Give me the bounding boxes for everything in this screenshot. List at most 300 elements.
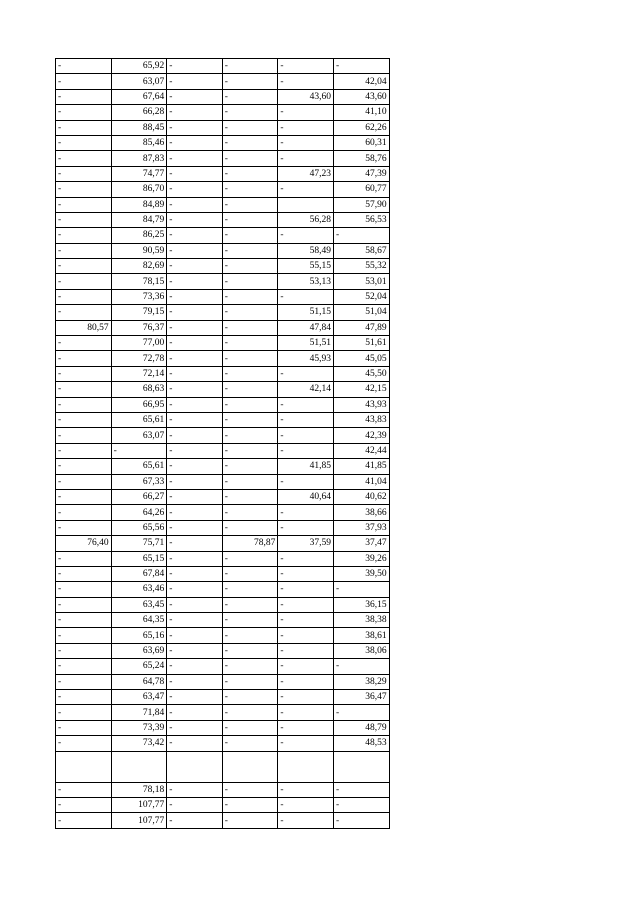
table-cell: 107,77 [111, 797, 167, 812]
table-cell: 40,64 [278, 489, 334, 504]
table-cell: - [278, 520, 334, 535]
table-cell: - [278, 690, 334, 705]
table-cell: 38,61 [333, 628, 389, 643]
table-cell: - [278, 551, 334, 566]
table-cell: - [167, 259, 223, 274]
table-row [56, 274, 390, 289]
table-cell: - [56, 259, 112, 274]
table-cell: - [222, 259, 278, 274]
table-cell: 66,95 [111, 397, 167, 412]
table-cell: 58,49 [278, 243, 334, 258]
table-cell: 51,04 [333, 305, 389, 320]
table-cell: - [56, 674, 112, 689]
table-cell: - [278, 228, 334, 243]
table-cell: - [278, 628, 334, 643]
table-cell: 66,28 [111, 105, 167, 120]
table-row [56, 151, 390, 166]
table-cell: 45,93 [278, 351, 334, 366]
table-cell: - [222, 674, 278, 689]
table-cell: 65,61 [111, 459, 167, 474]
table-cell: - [278, 797, 334, 812]
table-cell: - [167, 643, 223, 658]
table-cell: 58,76 [333, 151, 389, 166]
table-cell: 43,83 [333, 412, 389, 427]
table-row [56, 197, 390, 212]
table-row [56, 351, 390, 366]
table-cell: - [278, 443, 334, 458]
table-row [56, 813, 390, 828]
table-cell: 78,15 [111, 274, 167, 289]
table-cell: 80,57 [56, 320, 112, 335]
table-cell: 38,38 [333, 613, 389, 628]
table-cell: 67,33 [111, 474, 167, 489]
table-cell: - [278, 182, 334, 197]
table-cell: - [167, 59, 223, 74]
table-cell: 85,46 [111, 135, 167, 150]
table-cell: - [56, 212, 112, 227]
table-cell: - [56, 690, 112, 705]
table-cell [333, 751, 389, 782]
table-cell: - [333, 782, 389, 797]
table-cell: 36,15 [333, 597, 389, 612]
table-cell: - [167, 197, 223, 212]
table-cell: - [222, 782, 278, 797]
table-cell: - [56, 166, 112, 181]
table-cell: - [222, 166, 278, 181]
table-cell: - [167, 536, 223, 551]
table-cell: - [222, 397, 278, 412]
table-cell: 39,26 [333, 551, 389, 566]
table-cell: - [222, 59, 278, 74]
table-cell: - [167, 382, 223, 397]
table-row [56, 736, 390, 751]
table-row [56, 520, 390, 535]
table-cell: - [278, 582, 334, 597]
table-cell: - [222, 505, 278, 520]
table-cell: - [278, 412, 334, 427]
table-row [56, 212, 390, 227]
table-cell: - [56, 659, 112, 674]
table-cell: - [222, 320, 278, 335]
table-cell: 64,78 [111, 674, 167, 689]
table-cell: 64,26 [111, 505, 167, 520]
table-cell: - [333, 582, 389, 597]
table-cell: - [333, 813, 389, 828]
table-cell: - [167, 736, 223, 751]
table-cell: - [278, 674, 334, 689]
table-cell: - [56, 151, 112, 166]
table-row [56, 582, 390, 597]
table-cell: - [278, 474, 334, 489]
table-cell: 73,36 [111, 289, 167, 304]
table-cell: - [222, 182, 278, 197]
table-row [56, 536, 390, 551]
table-cell: - [222, 197, 278, 212]
table-cell: 47,39 [333, 166, 389, 181]
table-cell: - [222, 336, 278, 351]
table-cell: - [333, 797, 389, 812]
table-cell: - [222, 520, 278, 535]
table-cell: 55,15 [278, 259, 334, 274]
table-cell: 40,62 [333, 489, 389, 504]
table-row [56, 259, 390, 274]
table-cell: - [167, 797, 223, 812]
table-cell: - [167, 459, 223, 474]
table-cell: 55,32 [333, 259, 389, 274]
table-cell: 42,04 [333, 74, 389, 89]
table-cell: - [56, 459, 112, 474]
table-cell: - [56, 412, 112, 427]
table-cell: - [167, 243, 223, 258]
table-cell: - [56, 243, 112, 258]
table-row [56, 182, 390, 197]
table-row [56, 89, 390, 104]
table-cell: 64,35 [111, 613, 167, 628]
table-cell [222, 751, 278, 782]
table-cell: 63,07 [111, 428, 167, 443]
table-cell: 45,05 [333, 351, 389, 366]
table-cell: 63,07 [111, 74, 167, 89]
table-cell: - [167, 813, 223, 828]
table-cell: - [278, 736, 334, 751]
table-cell: - [56, 59, 112, 74]
table-cell: - [222, 120, 278, 135]
table-cell: - [167, 351, 223, 366]
table-cell: - [278, 289, 334, 304]
table-cell: - [222, 135, 278, 150]
table-cell: - [222, 551, 278, 566]
table-cell: - [222, 74, 278, 89]
table-cell: 42,14 [278, 382, 334, 397]
table-cell: 75,71 [111, 536, 167, 551]
table-cell: - [222, 736, 278, 751]
table-cell: 38,06 [333, 643, 389, 658]
table-row [56, 228, 390, 243]
table-row [56, 782, 390, 797]
table-cell: - [167, 305, 223, 320]
table-cell: 63,47 [111, 690, 167, 705]
table-cell: 43,60 [278, 89, 334, 104]
table-cell: 42,39 [333, 428, 389, 443]
table-cell: - [56, 782, 112, 797]
table-cell: - [167, 520, 223, 535]
table-cell: - [278, 782, 334, 797]
table-cell: - [222, 305, 278, 320]
table-row [56, 690, 390, 705]
table-cell: - [167, 336, 223, 351]
table-cell: 65,61 [111, 412, 167, 427]
table-row [56, 551, 390, 566]
table-cell: - [167, 228, 223, 243]
table-cell: 84,79 [111, 212, 167, 227]
table-cell: 51,15 [278, 305, 334, 320]
table-cell: 41,10 [333, 105, 389, 120]
table-cell: - [167, 212, 223, 227]
table-cell [278, 751, 334, 782]
table-cell: 65,15 [111, 551, 167, 566]
table-cell: - [167, 120, 223, 135]
table-row [56, 120, 390, 135]
table-cell: - [222, 659, 278, 674]
table-cell: - [333, 59, 389, 74]
table-row [56, 613, 390, 628]
table-cell: - [222, 474, 278, 489]
table-cell: - [167, 182, 223, 197]
table-cell: - [167, 105, 223, 120]
table-cell: - [167, 566, 223, 581]
table-cell: - [56, 520, 112, 535]
table-cell: - [278, 705, 334, 720]
table-cell: - [56, 613, 112, 628]
table-cell: 39,50 [333, 566, 389, 581]
table-cell: 63,69 [111, 643, 167, 658]
table-cell: - [278, 566, 334, 581]
table-cell: 41,04 [333, 474, 389, 489]
table-cell: - [278, 659, 334, 674]
table-cell: - [222, 428, 278, 443]
table-cell: - [167, 474, 223, 489]
table-cell: - [278, 366, 334, 381]
table-cell: - [167, 135, 223, 150]
table-row [56, 397, 390, 412]
table-cell: 45,50 [333, 366, 389, 381]
table-cell: - [56, 120, 112, 135]
table-cell: - [56, 89, 112, 104]
table-cell: 53,01 [333, 274, 389, 289]
table-cell: - [167, 412, 223, 427]
table-cell: - [222, 89, 278, 104]
table-cell: - [56, 289, 112, 304]
table-cell: 78,87 [222, 536, 278, 551]
table-cell: - [278, 505, 334, 520]
table-cell: 60,77 [333, 182, 389, 197]
table-row [56, 674, 390, 689]
table-cell: - [167, 628, 223, 643]
table-cell: - [167, 151, 223, 166]
table-cell: 79,15 [111, 305, 167, 320]
table-cell: - [222, 613, 278, 628]
table-row [56, 243, 390, 258]
table-cell: 42,15 [333, 382, 389, 397]
table-cell: - [167, 690, 223, 705]
table-cell: 65,92 [111, 59, 167, 74]
table-cell: 48,79 [333, 720, 389, 735]
table-cell: 56,28 [278, 212, 334, 227]
table-cell: 67,84 [111, 566, 167, 581]
table-cell: - [56, 643, 112, 658]
table-cell: - [167, 659, 223, 674]
table-cell: 57,90 [333, 197, 389, 212]
table-cell: - [167, 89, 223, 104]
table-cell: - [222, 366, 278, 381]
table-cell: - [333, 659, 389, 674]
table-row [56, 105, 390, 120]
table-cell: 62,26 [333, 120, 389, 135]
table-cell: - [167, 613, 223, 628]
table-cell: - [56, 597, 112, 612]
table-cell: - [56, 105, 112, 120]
table-row [56, 751, 390, 782]
table-cell: 38,66 [333, 505, 389, 520]
table-cell: 52,04 [333, 289, 389, 304]
table-cell [56, 751, 112, 782]
table-cell: - [56, 274, 112, 289]
table-cell: - [56, 582, 112, 597]
table-cell: - [56, 720, 112, 735]
table-row [56, 428, 390, 443]
table-cell: - [167, 289, 223, 304]
table-row [56, 597, 390, 612]
table-cell: - [56, 197, 112, 212]
table-cell: - [278, 74, 334, 89]
table-cell: - [56, 74, 112, 89]
table-cell: 47,84 [278, 320, 334, 335]
table-cell: - [278, 135, 334, 150]
table-cell: 43,60 [333, 89, 389, 104]
table-cell: - [278, 813, 334, 828]
table-cell: 65,16 [111, 628, 167, 643]
table-cell: 86,25 [111, 228, 167, 243]
table-row [56, 166, 390, 181]
table-cell: - [222, 797, 278, 812]
table-cell: - [56, 135, 112, 150]
table-cell: - [111, 443, 167, 458]
table-cell: 37,47 [333, 536, 389, 551]
table-cell: 41,85 [278, 459, 334, 474]
table-cell: - [56, 443, 112, 458]
table-cell: - [278, 643, 334, 658]
table-cell: - [222, 643, 278, 658]
table-cell: - [278, 597, 334, 612]
table-cell: 84,89 [111, 197, 167, 212]
table-row [56, 797, 390, 812]
table-row [56, 705, 390, 720]
table-cell: - [56, 628, 112, 643]
table-cell: - [222, 412, 278, 427]
table-cell: - [56, 228, 112, 243]
table-cell: - [167, 720, 223, 735]
table-cell: - [167, 705, 223, 720]
table-body [56, 59, 390, 829]
table-cell: 77,00 [111, 336, 167, 351]
table-cell: - [56, 474, 112, 489]
table-cell: - [222, 597, 278, 612]
table-cell: - [56, 566, 112, 581]
table-cell: - [333, 228, 389, 243]
table-cell: - [56, 428, 112, 443]
table-cell: 72,78 [111, 351, 167, 366]
table-cell: - [167, 505, 223, 520]
table-cell: - [56, 366, 112, 381]
table-row [56, 720, 390, 735]
table-cell: 60,31 [333, 135, 389, 150]
table-cell: 65,56 [111, 520, 167, 535]
table-cell: 42,44 [333, 443, 389, 458]
table-cell: - [222, 274, 278, 289]
table-cell: - [167, 397, 223, 412]
table-cell: - [167, 74, 223, 89]
table-cell: - [222, 459, 278, 474]
table-cell: 86,70 [111, 182, 167, 197]
table-cell: - [222, 289, 278, 304]
table-cell: 58,67 [333, 243, 389, 258]
table-cell: 78,18 [111, 782, 167, 797]
table-cell: - [222, 690, 278, 705]
table-cell: - [167, 782, 223, 797]
table-cell: - [278, 720, 334, 735]
table-cell: - [56, 182, 112, 197]
table-cell: 82,69 [111, 259, 167, 274]
table-cell: - [278, 120, 334, 135]
table-cell: - [56, 797, 112, 812]
table-cell: - [167, 274, 223, 289]
table-cell: 36,47 [333, 690, 389, 705]
table-cell: 88,45 [111, 120, 167, 135]
table-cell: - [222, 489, 278, 504]
table-cell: 43,93 [333, 397, 389, 412]
table-cell: - [167, 166, 223, 181]
table-cell: - [167, 366, 223, 381]
table-cell: 37,59 [278, 536, 334, 551]
table-cell: 73,39 [111, 720, 167, 735]
table-cell: 63,46 [111, 582, 167, 597]
table-cell: - [167, 320, 223, 335]
table-row [56, 74, 390, 89]
table-cell: 38,29 [333, 674, 389, 689]
table-cell: - [56, 305, 112, 320]
table-row [56, 382, 390, 397]
table-cell: - [167, 674, 223, 689]
table-cell: - [222, 105, 278, 120]
table-cell: - [278, 428, 334, 443]
table-row [56, 643, 390, 658]
table-cell: - [56, 336, 112, 351]
table-cell: - [222, 443, 278, 458]
table-cell: 65,24 [111, 659, 167, 674]
table-cell: - [222, 228, 278, 243]
table-cell: - [222, 705, 278, 720]
table-cell: 51,51 [278, 336, 334, 351]
table-cell [167, 751, 223, 782]
table-cell: - [167, 597, 223, 612]
table-cell: - [278, 613, 334, 628]
table-row [56, 443, 390, 458]
table-cell: 74,77 [111, 166, 167, 181]
table-cell: - [222, 382, 278, 397]
table-row [56, 628, 390, 643]
table-row [56, 366, 390, 381]
table-cell: 66,27 [111, 489, 167, 504]
table-cell: - [56, 351, 112, 366]
table-row [56, 505, 390, 520]
table-cell: - [278, 105, 334, 120]
table-cell: 63,45 [111, 597, 167, 612]
table-cell: 41,85 [333, 459, 389, 474]
table-cell: 47,89 [333, 320, 389, 335]
table-cell: - [222, 582, 278, 597]
table-cell: - [167, 443, 223, 458]
table-cell: - [167, 551, 223, 566]
table-cell: - [222, 212, 278, 227]
table-row [56, 135, 390, 150]
table-cell: 90,59 [111, 243, 167, 258]
table-cell: 87,83 [111, 151, 167, 166]
table-cell [278, 197, 334, 212]
table-cell: 71,84 [111, 705, 167, 720]
table-cell: 76,37 [111, 320, 167, 335]
table-row [56, 659, 390, 674]
table-cell: 37,93 [333, 520, 389, 535]
